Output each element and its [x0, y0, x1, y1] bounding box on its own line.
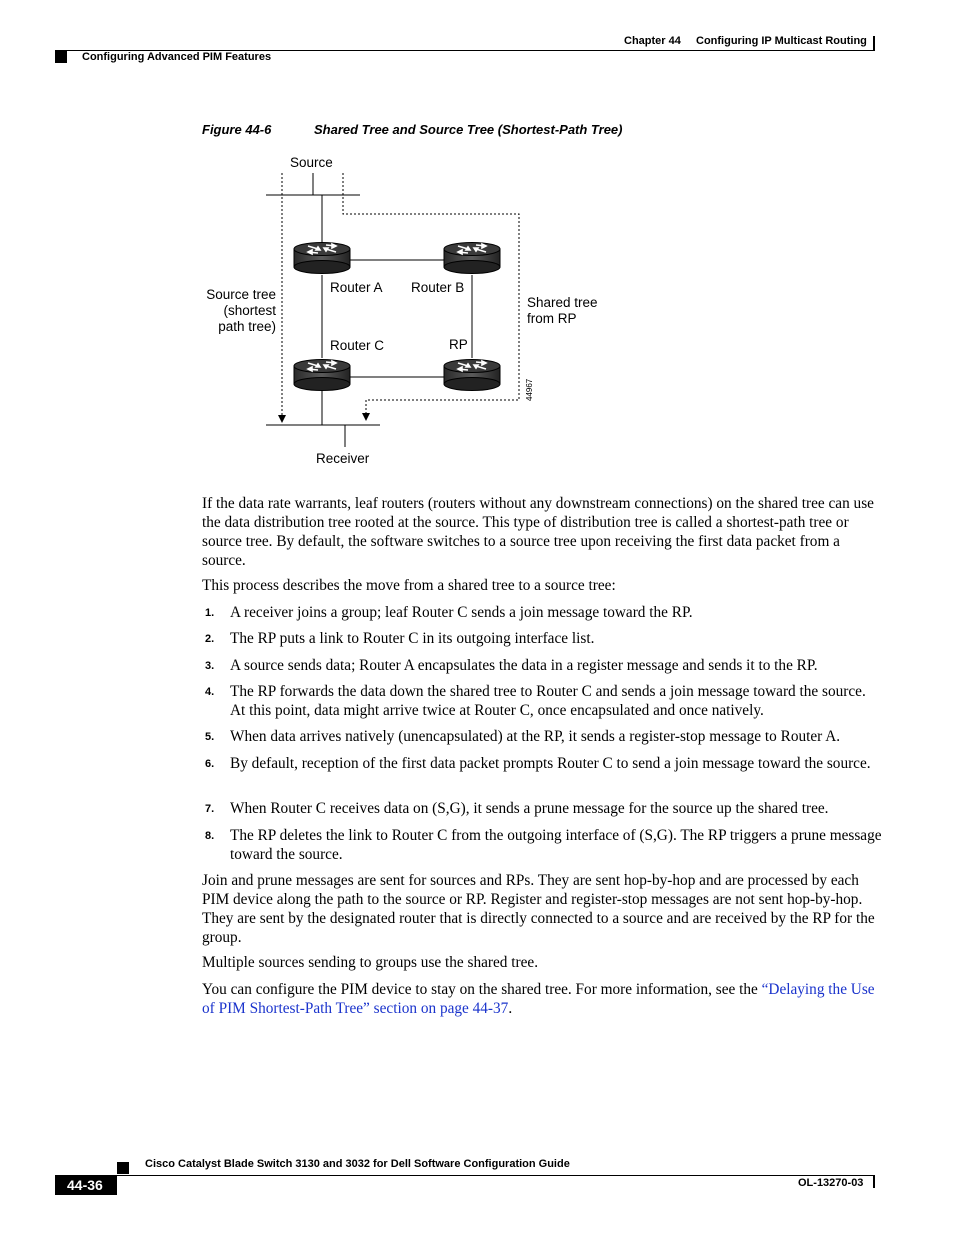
label-router-a: Router A — [330, 280, 383, 295]
header-chapter-title: Configuring IP Multicast Routing — [696, 35, 867, 47]
label-rp: RP — [449, 337, 468, 352]
paragraph-3: Join and prune messages are sent for sources and RPs. They are sent hop-by-hop and are processed by each PIM device along the path to the source or RP. Register and register-stop messages are not sent hop-by-hop. They are sent by the designated router that is directly connected to a source and are received by the RP for the group. — [202, 872, 875, 946]
pim-tree-diagram — [0, 0, 954, 480]
step-number: 1. — [205, 607, 215, 619]
label-router-b: Router B — [411, 280, 465, 295]
router-c-icon — [294, 360, 350, 391]
header-section: Configuring Advanced PIM Features — [82, 51, 272, 63]
step-number: 3. — [205, 660, 215, 672]
rp-router-icon — [444, 360, 500, 391]
router-b-icon — [444, 243, 500, 274]
footer-title: Cisco Catalyst Blade Switch 3130 and 3032 for Dell Software Configuration Guide — [145, 1158, 570, 1170]
step-number: 4. — [205, 686, 215, 698]
paragraph-2: This process describes the move from a shared tree to a source tree: — [202, 577, 616, 594]
step-number: 7. — [205, 803, 215, 815]
paragraph-5 — [202, 980, 878, 1018]
step-text: A source sends data; Router A encapsulates the data in a register message and sends it to the RP. — [230, 657, 818, 674]
footer-doc-id: OL-13270-03 — [798, 1177, 864, 1189]
figure-number: Figure 44-6 — [202, 122, 272, 137]
label-source-tree — [190, 287, 276, 335]
shared-tree-arrow — [362, 413, 370, 421]
art-id: 44967 — [525, 378, 534, 401]
step-text: By default, reception of the first data packet prompts Router C to send a join message toward the source. — [230, 755, 871, 772]
footer-rule — [117, 1175, 875, 1176]
step-text: A receiver joins a group; leaf Router C sends a join message toward the RP. — [230, 604, 693, 621]
source-tree-arrow — [278, 415, 286, 423]
step-number: 8. — [205, 830, 215, 842]
paragraph-4: Multiple sources sending to groups use the shared tree. — [202, 954, 539, 971]
paragraph-5-text: You can configure the PIM device to stay on the shared tree. For more information, see the — [202, 981, 762, 998]
label-shared-tree-line1: Shared tree — [527, 295, 598, 310]
page-number: 44-36 — [67, 1177, 103, 1193]
label-source-tree-line2: (shortest — [223, 303, 276, 318]
step-text: The RP forwards the data down the shared tree to Router C and sends a join message toward the source. At this point, data might arrive twice at Router C, once encapsulated and once natively. — [230, 683, 866, 719]
label-shared-tree-line2: from RP — [527, 311, 577, 326]
label-receiver: Receiver — [316, 451, 370, 466]
paragraph-5-end: . — [508, 1000, 513, 1017]
step-number: 2. — [205, 633, 215, 645]
delaying-spt-link[interactable]: “Delaying the Use of PIM Shortest-Path Tree” section on page 44-37 — [202, 981, 875, 1017]
step-text: The RP puts a link to Router C in its outgoing interface list. — [230, 630, 595, 647]
label-source: Source — [290, 155, 333, 170]
figure-title: Shared Tree and Source Tree (Shortest-Path Tree) — [314, 122, 623, 137]
step-number: 5. — [205, 731, 215, 743]
step-text: When Router C receives data on (S,G), it sends a prune message for the source up the shared tree. — [230, 800, 829, 817]
footer-right-bar — [873, 1175, 875, 1188]
page-number-box — [55, 1175, 117, 1195]
footer-left-block — [117, 1162, 129, 1174]
header-chapter: Chapter 44 — [624, 35, 681, 47]
label-router-c: Router C — [330, 338, 385, 353]
label-source-tree-line1: Source tree — [206, 287, 276, 302]
step-number: 6. — [205, 758, 215, 770]
step-text: When data arrives natively (unencapsulated) at the RP, it sends a register-stop message to Router A. — [230, 728, 841, 745]
label-shared-tree — [527, 295, 598, 327]
paragraph-1: If the data rate warrants, leaf routers (routers without any downstream connections) on the shared tree can use the data distribution tree rooted at the source. This type of distribution tree is called a shortest-path tree or source tree. By default, the software switches to a source tree upon receiving the first data packet from a source. — [202, 495, 874, 569]
router-a-icon — [294, 243, 350, 274]
step-text: The RP deletes the link to Router C from the outgoing interface of (S,G). The RP triggers a prune message toward the source. — [230, 827, 882, 863]
label-source-tree-line3: path tree) — [218, 319, 276, 334]
